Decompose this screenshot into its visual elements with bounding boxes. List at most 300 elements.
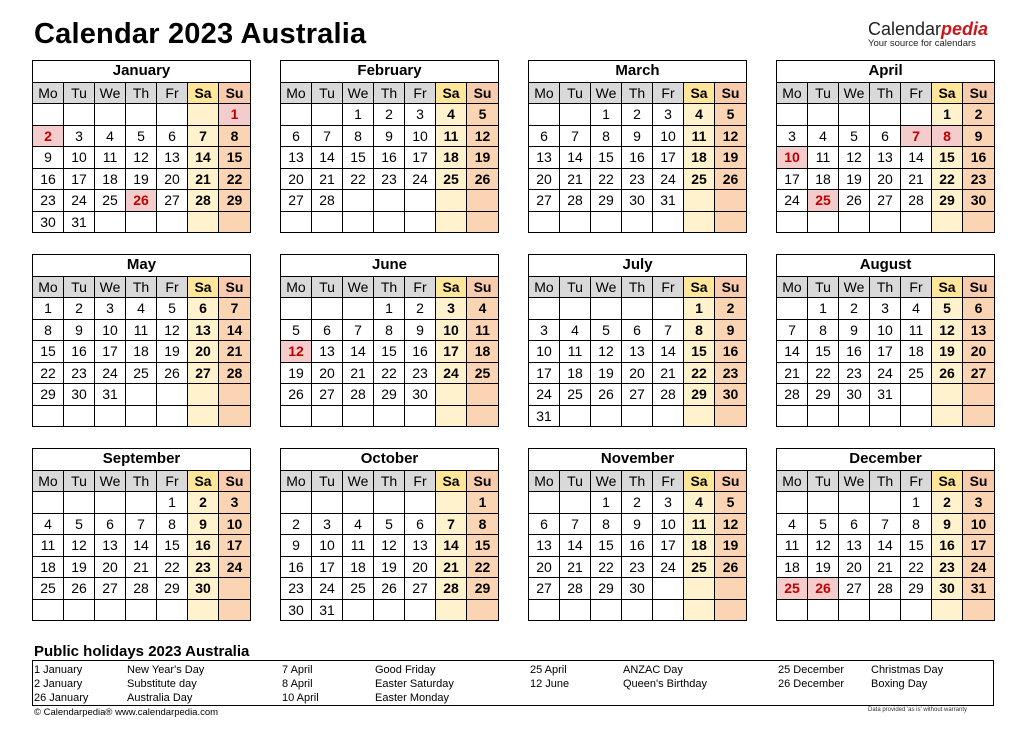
- day-cell: 13: [281, 147, 312, 169]
- empty-cell: [591, 298, 622, 320]
- day-cell: 28: [560, 578, 591, 600]
- day-cell: 5: [157, 298, 188, 320]
- day-cell: 3: [64, 125, 95, 147]
- empty-cell: [64, 104, 95, 126]
- day-cell: 18: [684, 147, 715, 169]
- day-cell: 28: [436, 578, 467, 600]
- empty-cell: [684, 599, 715, 621]
- month-name: June: [281, 255, 499, 277]
- empty-cell: [188, 384, 219, 406]
- empty-cell: [684, 578, 715, 600]
- empty-cell: [374, 211, 405, 233]
- day-cell: 3: [312, 513, 343, 535]
- weekday-header: Tu: [312, 276, 343, 298]
- day-cell: 20: [188, 341, 219, 363]
- holiday-column: [282, 663, 522, 705]
- empty-cell: [467, 384, 499, 406]
- weekday-header: Sa: [684, 82, 715, 104]
- empty-cell: [870, 492, 901, 514]
- empty-cell: [870, 211, 901, 233]
- day-cell: 17: [529, 362, 560, 384]
- empty-cell: [126, 384, 157, 406]
- empty-cell: [374, 599, 405, 621]
- day-cell: 4: [684, 104, 715, 126]
- weekday-header: Th: [126, 82, 157, 104]
- day-cell: 15: [374, 341, 405, 363]
- weekday-header: Sa: [932, 470, 963, 492]
- day-cell: 5: [281, 319, 312, 341]
- day-cell: 18: [126, 341, 157, 363]
- day-cell: 10: [777, 147, 808, 169]
- day-cell: 24: [653, 556, 684, 578]
- day-cell: 21: [219, 341, 251, 363]
- day-cell: 8: [467, 513, 499, 535]
- day-cell: 14: [436, 535, 467, 557]
- day-cell: 16: [64, 341, 95, 363]
- empty-cell: [932, 599, 963, 621]
- weekday-header: Th: [622, 82, 653, 104]
- day-cell: 5: [715, 104, 747, 126]
- day-cell: 15: [591, 535, 622, 557]
- weekday-header: Sa: [188, 276, 219, 298]
- weekday-header: Th: [870, 276, 901, 298]
- month-name: October: [281, 449, 499, 471]
- day-cell: 9: [715, 319, 747, 341]
- empty-cell: [95, 104, 126, 126]
- day-cell: 8: [33, 319, 64, 341]
- day-cell: 16: [622, 535, 653, 557]
- day-cell: 28: [870, 578, 901, 600]
- empty-cell: [715, 190, 747, 212]
- empty-cell: [560, 298, 591, 320]
- day-cell: 17: [436, 341, 467, 363]
- day-cell: 4: [901, 298, 932, 320]
- day-cell: 1: [808, 298, 839, 320]
- empty-cell: [281, 298, 312, 320]
- empty-cell: [95, 492, 126, 514]
- weekday-header: Th: [126, 276, 157, 298]
- day-cell: 13: [963, 319, 995, 341]
- holiday-date: 8 April: [282, 678, 313, 690]
- day-cell: 21: [312, 168, 343, 190]
- empty-cell: [715, 578, 747, 600]
- empty-cell: [560, 211, 591, 233]
- day-cell: 2: [963, 104, 995, 126]
- holiday-date: 1 January: [34, 664, 83, 676]
- day-cell: 22: [219, 168, 251, 190]
- empty-cell: [839, 405, 870, 427]
- day-cell: 18: [901, 341, 932, 363]
- day-cell: 6: [622, 319, 653, 341]
- day-cell: 21: [653, 362, 684, 384]
- holiday-row: [282, 691, 522, 705]
- day-cell: 12: [715, 125, 747, 147]
- weekday-header: Su: [467, 82, 499, 104]
- day-cell: 16: [622, 147, 653, 169]
- month-name: November: [529, 449, 747, 471]
- day-cell: 16: [963, 147, 995, 169]
- weekday-header: Fr: [901, 470, 932, 492]
- weekday-header: Th: [374, 82, 405, 104]
- weekday-header: Mo: [529, 470, 560, 492]
- day-cell: 4: [467, 298, 499, 320]
- day-cell: 1: [157, 492, 188, 514]
- day-cell: 14: [901, 147, 932, 169]
- day-cell: 23: [932, 556, 963, 578]
- day-cell: 3: [777, 125, 808, 147]
- weekday-header: Th: [870, 470, 901, 492]
- day-cell: 29: [808, 384, 839, 406]
- day-cell: 11: [684, 513, 715, 535]
- empty-cell: [436, 384, 467, 406]
- day-cell: 19: [839, 168, 870, 190]
- day-cell: 9: [622, 125, 653, 147]
- weekday-header: We: [343, 470, 374, 492]
- holiday-name: ANZAC Day: [623, 664, 683, 676]
- day-cell: 29: [467, 578, 499, 600]
- day-cell: 26: [715, 168, 747, 190]
- day-cell: 12: [839, 147, 870, 169]
- day-cell: 10: [436, 319, 467, 341]
- day-cell: 7: [560, 513, 591, 535]
- empty-cell: [405, 492, 436, 514]
- day-cell: 3: [963, 492, 995, 514]
- day-cell: 15: [901, 535, 932, 557]
- day-cell: 23: [622, 168, 653, 190]
- day-cell: 29: [157, 578, 188, 600]
- day-cell: 17: [312, 556, 343, 578]
- empty-cell: [64, 405, 95, 427]
- day-cell: 23: [622, 556, 653, 578]
- day-cell: 28: [653, 384, 684, 406]
- holiday-name: New Year's Day: [127, 664, 205, 676]
- brand-logo[interactable]: [868, 20, 988, 49]
- day-cell: 26: [126, 190, 157, 212]
- empty-cell: [188, 599, 219, 621]
- day-cell: 1: [684, 298, 715, 320]
- day-cell: 31: [529, 405, 560, 427]
- day-cell: 6: [281, 125, 312, 147]
- day-cell: 1: [343, 104, 374, 126]
- empty-cell: [591, 599, 622, 621]
- day-cell: 7: [219, 298, 251, 320]
- day-cell: 5: [932, 298, 963, 320]
- day-cell: 21: [901, 168, 932, 190]
- day-cell: 21: [188, 168, 219, 190]
- day-cell: 16: [932, 535, 963, 557]
- day-cell: 18: [684, 535, 715, 557]
- empty-cell: [963, 599, 995, 621]
- day-cell: 2: [932, 492, 963, 514]
- empty-cell: [653, 405, 684, 427]
- day-cell: 13: [188, 319, 219, 341]
- day-cell: 11: [467, 319, 499, 341]
- empty-cell: [126, 492, 157, 514]
- month-name: August: [777, 255, 995, 277]
- day-cell: 1: [932, 104, 963, 126]
- day-cell: 15: [591, 147, 622, 169]
- day-cell: 20: [281, 168, 312, 190]
- day-cell: 22: [343, 168, 374, 190]
- weekday-header: Tu: [64, 470, 95, 492]
- empty-cell: [808, 599, 839, 621]
- empty-cell: [219, 211, 251, 233]
- day-cell: 23: [188, 556, 219, 578]
- day-cell: 26: [157, 362, 188, 384]
- holiday-name: Substitute day: [127, 678, 197, 690]
- empty-cell: [219, 384, 251, 406]
- empty-cell: [157, 104, 188, 126]
- day-cell: 20: [963, 341, 995, 363]
- day-cell: 26: [374, 578, 405, 600]
- empty-cell: [529, 211, 560, 233]
- day-cell: 15: [219, 147, 251, 169]
- day-cell: 7: [777, 319, 808, 341]
- day-cell: 23: [374, 168, 405, 190]
- holiday-column: [34, 663, 274, 705]
- day-cell: 27: [529, 578, 560, 600]
- day-cell: 22: [374, 362, 405, 384]
- empty-cell: [33, 492, 64, 514]
- weekday-header: Tu: [64, 276, 95, 298]
- day-cell: 12: [157, 319, 188, 341]
- holiday-date: 26 January: [34, 692, 89, 704]
- day-cell: 8: [684, 319, 715, 341]
- month-june: [280, 254, 498, 427]
- day-cell: 13: [870, 147, 901, 169]
- empty-cell: [932, 384, 963, 406]
- day-cell: 18: [436, 147, 467, 169]
- day-cell: 27: [529, 190, 560, 212]
- empty-cell: [901, 599, 932, 621]
- day-cell: 20: [529, 556, 560, 578]
- weekday-header: Fr: [653, 470, 684, 492]
- day-cell: 27: [157, 190, 188, 212]
- day-cell: 24: [95, 362, 126, 384]
- holiday-row: [282, 677, 522, 691]
- day-cell: 15: [157, 535, 188, 557]
- weekday-header: Sa: [188, 82, 219, 104]
- day-cell: 15: [33, 341, 64, 363]
- day-cell: 5: [591, 319, 622, 341]
- day-cell: 10: [64, 147, 95, 169]
- day-cell: 28: [777, 384, 808, 406]
- empty-cell: [715, 405, 747, 427]
- empty-cell: [436, 211, 467, 233]
- empty-cell: [808, 405, 839, 427]
- day-cell: 18: [467, 341, 499, 363]
- day-cell: 19: [64, 556, 95, 578]
- empty-cell: [312, 405, 343, 427]
- weekday-header: Mo: [777, 82, 808, 104]
- day-cell: 19: [932, 341, 963, 363]
- weekday-header: Fr: [157, 82, 188, 104]
- day-cell: 24: [963, 556, 995, 578]
- weekday-header: Mo: [281, 470, 312, 492]
- day-cell: 11: [95, 147, 126, 169]
- day-cell: 5: [64, 513, 95, 535]
- day-cell: 21: [343, 362, 374, 384]
- day-cell: 20: [157, 168, 188, 190]
- day-cell: 7: [560, 125, 591, 147]
- day-cell: 17: [653, 535, 684, 557]
- day-cell: 8: [932, 125, 963, 147]
- day-cell: 25: [343, 578, 374, 600]
- day-cell: 6: [312, 319, 343, 341]
- day-cell: 11: [684, 125, 715, 147]
- weekday-header: Su: [715, 82, 747, 104]
- day-cell: 6: [95, 513, 126, 535]
- day-cell: 11: [777, 535, 808, 557]
- empty-cell: [343, 599, 374, 621]
- day-cell: 23: [281, 578, 312, 600]
- empty-cell: [95, 405, 126, 427]
- empty-cell: [343, 492, 374, 514]
- day-cell: 2: [188, 492, 219, 514]
- day-cell: 22: [901, 556, 932, 578]
- day-cell: 1: [374, 298, 405, 320]
- day-cell: 11: [808, 147, 839, 169]
- day-cell: 25: [684, 168, 715, 190]
- day-cell: 5: [467, 104, 499, 126]
- day-cell: 31: [870, 384, 901, 406]
- day-cell: 4: [560, 319, 591, 341]
- day-cell: 28: [560, 190, 591, 212]
- empty-cell: [808, 104, 839, 126]
- month-name: January: [33, 61, 251, 83]
- day-cell: 8: [901, 513, 932, 535]
- weekday-header: Sa: [436, 82, 467, 104]
- day-cell: 28: [343, 384, 374, 406]
- day-cell: 19: [126, 168, 157, 190]
- day-cell: 26: [839, 190, 870, 212]
- day-cell: 13: [405, 535, 436, 557]
- day-cell: 18: [343, 556, 374, 578]
- day-cell: 9: [281, 535, 312, 557]
- day-cell: 29: [374, 384, 405, 406]
- day-cell: 17: [64, 168, 95, 190]
- weekday-header: We: [591, 82, 622, 104]
- day-cell: 8: [157, 513, 188, 535]
- holiday-row: [778, 663, 1018, 677]
- day-cell: 25: [467, 362, 499, 384]
- day-cell: 14: [188, 147, 219, 169]
- day-cell: 29: [33, 384, 64, 406]
- day-cell: 14: [126, 535, 157, 557]
- empty-cell: [591, 405, 622, 427]
- holiday-row: [282, 663, 522, 677]
- day-cell: 3: [653, 104, 684, 126]
- weekday-header: Mo: [33, 82, 64, 104]
- weekday-header: Su: [963, 82, 995, 104]
- holidays-list: [32, 660, 994, 706]
- empty-cell: [529, 492, 560, 514]
- day-cell: 1: [591, 492, 622, 514]
- day-cell: 23: [963, 168, 995, 190]
- day-cell: 21: [560, 556, 591, 578]
- month-november: [528, 448, 746, 621]
- day-cell: 18: [777, 556, 808, 578]
- day-cell: 9: [374, 125, 405, 147]
- day-cell: 8: [343, 125, 374, 147]
- day-cell: 15: [467, 535, 499, 557]
- day-cell: 18: [95, 168, 126, 190]
- empty-cell: [281, 211, 312, 233]
- holiday-name: Queen's Birthday: [623, 678, 708, 690]
- empty-cell: [777, 405, 808, 427]
- weekday-header: Tu: [560, 470, 591, 492]
- holiday-date: 7 April: [282, 664, 313, 676]
- day-cell: 6: [529, 125, 560, 147]
- empty-cell: [870, 599, 901, 621]
- day-cell: 25: [901, 362, 932, 384]
- day-cell: 10: [405, 125, 436, 147]
- empty-cell: [901, 211, 932, 233]
- empty-cell: [436, 599, 467, 621]
- day-cell: 20: [622, 362, 653, 384]
- weekday-header: Mo: [33, 276, 64, 298]
- day-cell: 30: [405, 384, 436, 406]
- day-cell: 26: [932, 362, 963, 384]
- day-cell: 13: [95, 535, 126, 557]
- weekday-header: Tu: [560, 82, 591, 104]
- day-cell: 22: [684, 362, 715, 384]
- day-cell: 22: [932, 168, 963, 190]
- holiday-date: 25 April: [530, 664, 567, 676]
- holiday-row: [34, 691, 274, 705]
- weekday-header: Sa: [188, 470, 219, 492]
- empty-cell: [95, 599, 126, 621]
- empty-cell: [963, 211, 995, 233]
- day-cell: 27: [839, 578, 870, 600]
- day-cell: 29: [591, 578, 622, 600]
- holiday-date: 12 June: [530, 678, 570, 690]
- empty-cell: [126, 405, 157, 427]
- weekday-header: Th: [622, 470, 653, 492]
- day-cell: 31: [95, 384, 126, 406]
- empty-cell: [33, 405, 64, 427]
- empty-cell: [684, 190, 715, 212]
- month-october: [280, 448, 498, 621]
- empty-cell: [436, 492, 467, 514]
- day-cell: 30: [33, 211, 64, 233]
- empty-cell: [777, 211, 808, 233]
- day-cell: 20: [529, 168, 560, 190]
- weekday-header: We: [839, 276, 870, 298]
- month-april: [776, 60, 994, 233]
- day-cell: 1: [467, 492, 499, 514]
- day-cell: 10: [312, 535, 343, 557]
- day-cell: 4: [436, 104, 467, 126]
- empty-cell: [157, 384, 188, 406]
- empty-cell: [591, 211, 622, 233]
- day-cell: 27: [622, 384, 653, 406]
- day-cell: 19: [281, 362, 312, 384]
- day-cell: 5: [126, 125, 157, 147]
- day-cell: 16: [715, 341, 747, 363]
- month-name: July: [529, 255, 747, 277]
- day-cell: 14: [870, 535, 901, 557]
- day-cell: 30: [715, 384, 747, 406]
- empty-cell: [777, 599, 808, 621]
- empty-cell: [622, 298, 653, 320]
- day-cell: 19: [374, 556, 405, 578]
- weekday-header: Mo: [281, 276, 312, 298]
- day-cell: 5: [715, 492, 747, 514]
- day-cell: 23: [64, 362, 95, 384]
- day-cell: 7: [343, 319, 374, 341]
- day-cell: 28: [901, 190, 932, 212]
